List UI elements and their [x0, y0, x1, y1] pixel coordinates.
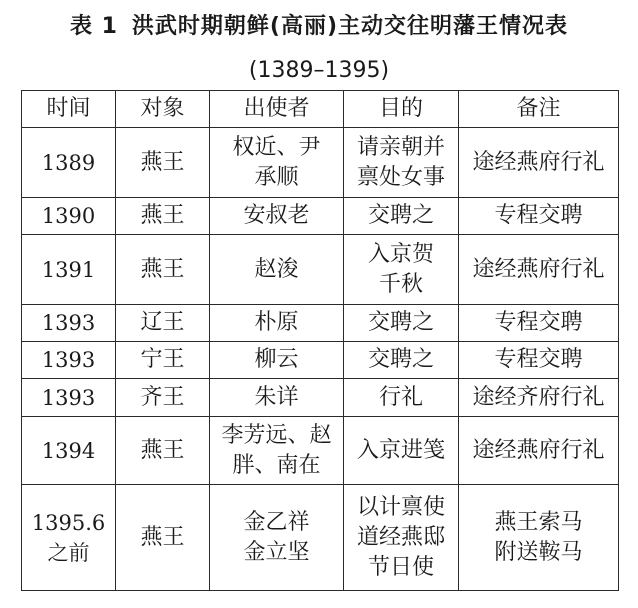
- table-row: [22, 235, 619, 305]
- table-number: 表 1: [69, 14, 118, 39]
- table-row: [22, 342, 619, 379]
- table-row: [22, 128, 619, 198]
- cell-target: 宁王: [116, 342, 210, 379]
- table-row: [22, 417, 619, 485]
- table-row: [22, 198, 619, 235]
- cell-remarks: 途经燕府行礼: [459, 128, 619, 198]
- table-title: [0, 12, 638, 42]
- header-purpose: 目的: [344, 91, 459, 128]
- cell-envoy: 李芳远、赵 胖、南在: [210, 417, 344, 485]
- table-title-text: 洪武时期朝鲜(高丽)主动交往明藩王情况表: [131, 14, 569, 39]
- header-row: [22, 91, 619, 128]
- cell-envoy: 朴原: [210, 305, 344, 342]
- cell-envoy: 金乙祥 金立坚: [210, 485, 344, 591]
- cell-target: 齐王: [116, 379, 210, 417]
- cell-target: 燕王: [116, 198, 210, 235]
- cell-remarks: 途经燕府行礼: [459, 417, 619, 485]
- cell-remarks: 专程交聘: [459, 198, 619, 235]
- cell-time: 1393: [22, 305, 116, 342]
- cell-envoy: 安叔老: [210, 198, 344, 235]
- cell-remarks: 途经齐府行礼: [459, 379, 619, 417]
- cell-envoy: 权近、尹 承顺: [210, 128, 344, 198]
- cell-remarks: 燕王索马 附送鞍马: [459, 485, 619, 591]
- header-remarks: 备注: [459, 91, 619, 128]
- cell-purpose: 交聘之: [344, 342, 459, 379]
- table-row: [22, 485, 619, 591]
- cell-target: 辽王: [116, 305, 210, 342]
- cell-purpose: 入京贺 千秋: [344, 235, 459, 305]
- header-target: 对象: [116, 91, 210, 128]
- cell-purpose: 交聘之: [344, 198, 459, 235]
- cell-purpose: 请亲朝并 禀处女事: [344, 128, 459, 198]
- header-envoy: 出使者: [210, 91, 344, 128]
- cell-time: 1393: [22, 379, 116, 417]
- cell-envoy: 赵浚: [210, 235, 344, 305]
- cell-time: 1390: [22, 198, 116, 235]
- table-row: [22, 379, 619, 417]
- cell-target: 燕王: [116, 417, 210, 485]
- cell-remarks: 途经燕府行礼: [459, 235, 619, 305]
- cell-purpose: 交聘之: [344, 305, 459, 342]
- cell-time: 1394: [22, 417, 116, 485]
- cell-purpose: 入京进笺: [344, 417, 459, 485]
- table-row: [22, 305, 619, 342]
- cell-purpose: 行礼: [344, 379, 459, 417]
- header-time: 时间: [22, 91, 116, 128]
- cell-time: 1389: [22, 128, 116, 198]
- data-table: [21, 90, 619, 591]
- cell-remarks: 专程交聘: [459, 342, 619, 379]
- cell-envoy: 柳云: [210, 342, 344, 379]
- cell-time: 1395.6 之前: [22, 485, 116, 591]
- cell-remarks: 专程交聘: [459, 305, 619, 342]
- cell-time: 1391: [22, 235, 116, 305]
- cell-envoy: 朱详: [210, 379, 344, 417]
- cell-purpose: 以计禀使 道经燕邸 节日使: [344, 485, 459, 591]
- table-subtitle: (1389–1395): [248, 58, 390, 83]
- cell-time: 1393: [22, 342, 116, 379]
- cell-target: 燕王: [116, 128, 210, 198]
- cell-target: 燕王: [116, 235, 210, 305]
- cell-target: 燕王: [116, 485, 210, 591]
